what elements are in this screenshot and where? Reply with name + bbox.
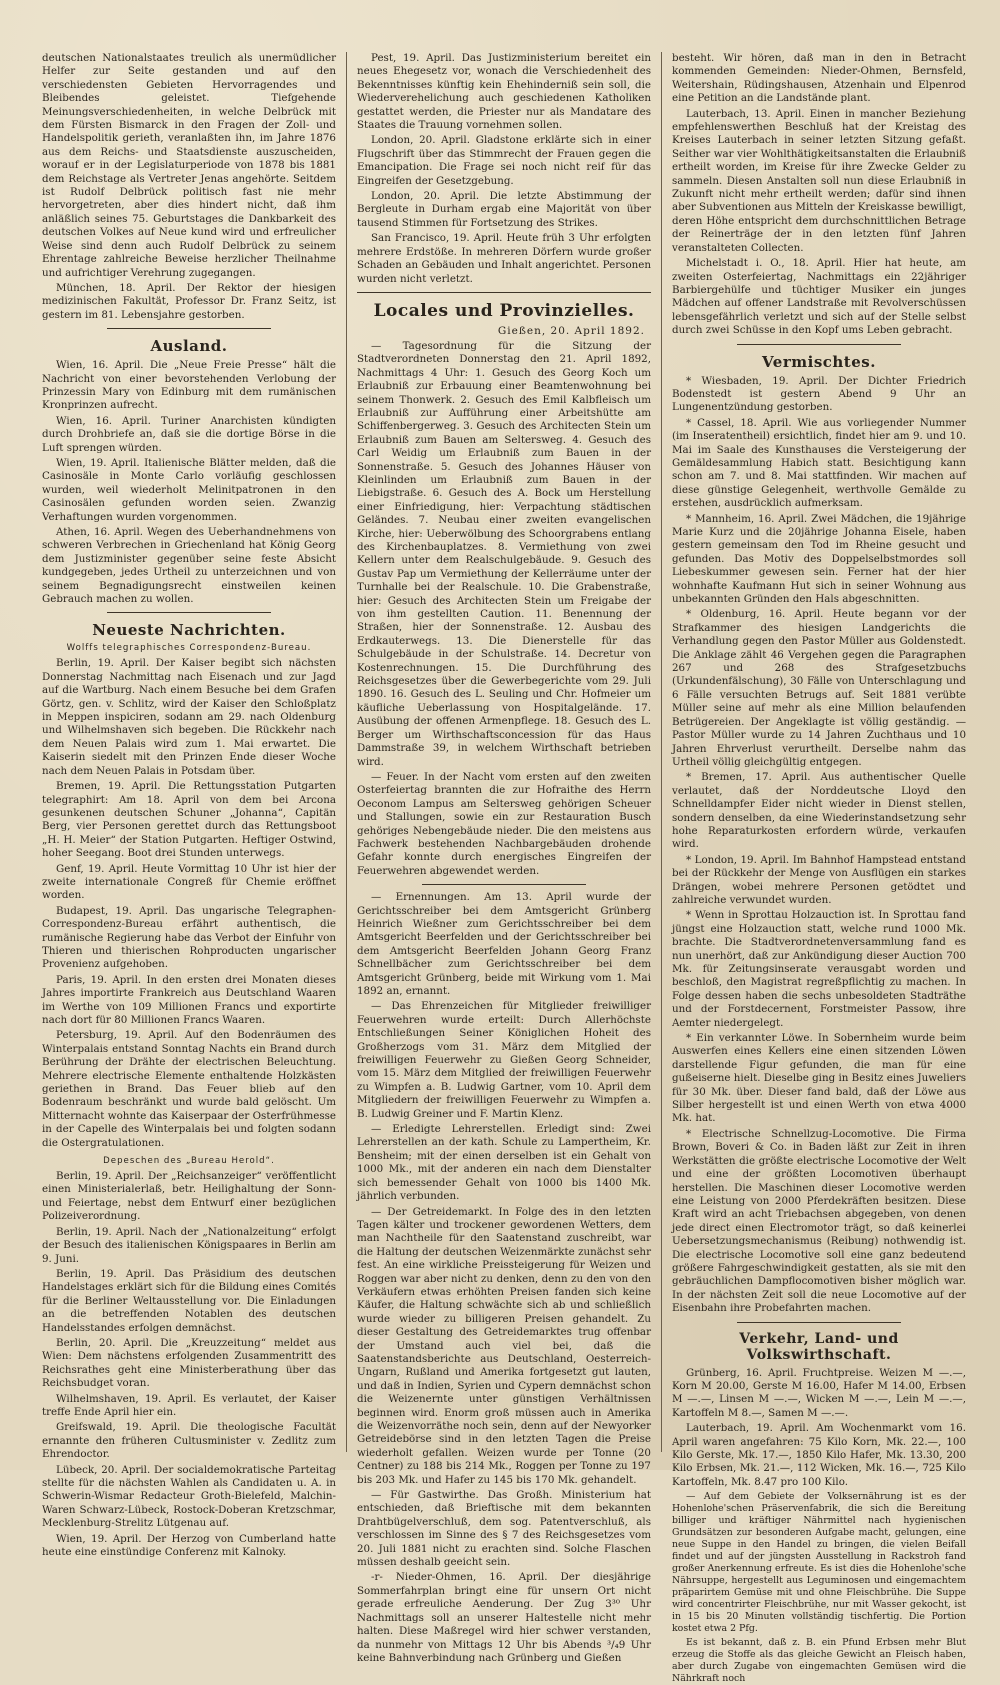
column-3	[661, 52, 976, 1685]
news-item: Wilhelmshaven, 19. April. Es verlautet, der Kaiser treffe Ende April hier ein.	[42, 1392, 336, 1418]
news-item: Berlin, 19. April. Der Kaiser begibt sich nächsten Donnerstag Nachmittag nach Eisenach und zur Jagd auf die Wartburg. Nach einem Besuche bei dem Grafen Görtz, gen. v. Schlitz, wird der Kaiser den Schloßplatz in Meppen inspiciren, sodann am 29. nach Oldenburg und Wilhelmshaven sich begeben. Die Rückkehr nach dem Neuen Palais wird zum 1. Mai erwartet. Die Kaiserin siedelt mit den Prinzen Ende dieser Woche nach dem Neuen Palais in Potsdam über.	[42, 657, 336, 777]
paragraph: deutschen Nationalstaates treulich als unermüdlicher Helfer zur Seite gestanden und auf den verschiedensten Gebieten Hervorragendes und Bleibendes geleistet. Tiefgehende Meinungsverschiedenheiten, in welche Delbrück mit dem Fürsten Bismarck in den Fragen der Zoll- und Handelspolitik gerieth, veranlaßten ihn, im Jahre 1876 aus dem Reichs- und Staatsdienste auszuscheiden, worauf er in der Legislaturperiode von 1878 bis 1881 dem Reichstage als Vertreter Jenas angehörte. Seitdem ist Rudolf Delbrück politisch fast nie mehr hervorgetreten, aber dies hindert nicht, daß ihm anläßlich seines 75. Geburtstages die Dankbarkeit des deutschen Volkes auf Neue kund wird und erfreulicher Weise sind denn auch Rudolf Delbrück zu seinem Ehrentage zahlreiche Beweise herzlicher Theilnahme und aufrichtiger Verehrung zugegangen.	[42, 52, 336, 279]
news-item: Pest, 19. April. Das Justizministerium bereitet ein neues Ehegesetz vor, wonach die Verschiedenheit des Bekenntnisses künftig kein Ehehinderniß sein soll, die Wiederverehelichung auch geschiedenen Katholiken gestattet werden, die Priester nur als Mandatare des Staates die Trauung vornehmen sollen.	[357, 52, 651, 132]
columns	[32, 52, 976, 1685]
section-title-verkehr: Verkehr, Land- und Volkswirthschaft.	[739, 1330, 899, 1363]
news-item: — Tagesordnung für die Sitzung der Stadtverordneten Donnerstag den 21. April 1892, Nachmittags 4 Uhr: 1. Gesuch des Georg Koch um Erlaubniß zur Erbauung einer Beamtenwohnung bei seinem Thonwerk. 2. Gesuch des Emil Kalbfleisch um Erlaubniß zur Aufführung einer Arbeitshütte am Schiffenbergerweg. 3. Gesuch des Architecten Stein um Erlaubniß zum Bauen am Seltersweg. 4. Gesuch des Carl Weidig um Erlaubniß zum Bauen in der Sonnenstraße. 5. Gesuch des Johannes Häuser von Kleinlinden um Erlaubniß zum Bauen in der Liebigstraße. 6. Gesuch des A. Bock um Herstellung einer Einfriedigung, hier: Verpachtung städtischen Geländes. 7. Neubau einer zweiten evangelischen Kirche, hier: Ueberwölbung des Schoorgrabens entlang des Kirchenbauplatzes. 8. Vermiethung von zwei Kellern unter dem Realschulgebäude. 9. Gesuch des Gustav Pap um Vermiethung der Kellerräume unter der Turnhalle bei der Realschule. 10. Die Grabenstraße, hier: Gesuch des Architecten Stein um Freigabe der von ihm gestellten Caution. 11. Benennung der Straßen, hier der Sonnenstraße. 12. Ausbau des Erdkauterwegs. 13. Die Dienerstelle für das Schulgebäude in der Schulstraße. 14. Decretur von Kostenrechnungen. 15. Die Durchführung des Reichsgesetzes über die Gewerbegerichte vom 29. Juli 1890. 16. Gesuch des L. Seuling und Chr. Hofmeier um käufliche Ueberlassung von Hospitalgelände. 17. Ausübung der offenen Armenpflege. 18. Gesuch des L. Berger um Wirthschaftsconcession für das Haus Dammstraße 39, in welchem Wirthschaft betrieben wird.	[357, 339, 651, 768]
news-item: Genf, 19. April. Heute Vormittag 10 Uhr ist hier der zweite internationale Congreß für Chemie eröffnet worden.	[42, 862, 336, 902]
news-item: Wien, 19. April. Der Herzog von Cumberland hatte heute eine einstündige Conferenz mit Kalnoky.	[42, 1532, 336, 1559]
news-item: -r- Nieder-Ohmen, 16. April. Der diesjährige Sommerfahrplan bringt eine für unsern Ort nicht gerade erfreuliche Aenderung. Der Zug 3³⁰ Uhr Nachmittags soll an unserer Haltestelle nicht mehr halten. Diese Maßregel wird hier schwer verstanden, da nunmehr von Mittags 12 Uhr bis Abends ³/₄9 Uhr keine Bahnverbindung nach Grünberg und Gießen	[357, 1571, 651, 1664]
news-item: Lauterbach, 13. April. Einen in mancher Beziehung empfehlenswerthen Beschluß hat der Kreistag des Kreises Lauterbach in seiner letzten Sitzung gefaßt. Seither war vier Wohlthätigkeitsanstalten die Erlaubniß ertheilt worden, im Kreise für ihre Zwecke Gelder zu sammeln. Diesen Anstalten soll nun diese Erlaubniß in Zukunft nicht mehr ertheilt werden; dafür sind ihnen aber Subventionen aus Mitteln der Kreiskasse bewilligt, deren Höhe entspricht dem durchschnittlichen Betrage der Reinerträge der in den letzten fünf Jahren veranstalteten Collecten.	[672, 107, 966, 254]
news-item: Berlin, 19. April. Das Präsidium des deutschen Handelstages erklärt sich für die Bildung eines Comités für die Berliner Weltausstellung vor. Die Einladungen an die betreffenden Notablen des deutschen Handelsstandes erfolgen demnächst.	[42, 1267, 336, 1334]
divider	[737, 1322, 902, 1323]
news-item: Petersburg, 19. April. Auf den Bodenräumen des Winterpalais entstand Sonntag Nachts ein Brand durch Berührung der Drähte der electrischen Beleuchtung. Mehrere electrische Elemente enthaltende Holzkästen geriethen in Brand. Das Feuer blieb auf den Bodenraum beschränkt und wurde bald gelöscht. Um Mitternacht wohnte das Kaiserpaar der Osterfrühmesse in der Capelle des Winterpalais bei und folgten sodann die Ostergratulationen.	[42, 1029, 336, 1149]
news-item: Budapest, 19. April. Das ungarische Telegraphen-Correspondenz-Bureau erfährt authentisch, die rumänische Regierung habe das Verbot der Einfuhr von Thieren und thierischen Rohproducten ungarischer Provenienz aufgehoben.	[42, 904, 336, 971]
news-item: — Ernennungen. Am 13. April wurde der Gerichtsschreiber bei dem Amtsgericht Grünberg Heinrich Wießner zum Gerichtsschreiber bei dem Amtsgericht Beerfelden und der Gerichtsschreiber bei dem Amtsgericht Beerfelden Johann Georg Franz Schnellbächer zum Gerichtsschreiber bei dem Amtsgericht Grünberg, beide mit Wirkung vom 1. Mai 1892 an, ernannt.	[357, 891, 651, 997]
news-item: * Wiesbaden, 19. April. Der Dichter Friedrich Bodenstedt ist gestern Abend 9 Uhr an Lungenentzündung gestorben.	[672, 374, 966, 414]
paragraph: München, 18. April. Der Rektor der hiesigen medizinischen Fakultät, Professor Dr. Franz Seitz, ist gestern im 81. Lebensjahre gestorben.	[42, 281, 336, 321]
divider	[357, 292, 651, 293]
news-item: Lauterbach, 19. April. Am Wochenmarkt vom 16. April waren angefahren: 75 Kilo Korn, Mk. 22.—, 100 Kilo Gerste, Mk. 17.—, 1850 Kilo Hafer, Mk. 13.30, 200 Kilo Erbsen, Mk. 21.—, 112 Wicken, Mk. 16.—, 725 Kilo Kartoffeln, Mk. 8.47 pro 100 Kilo.	[672, 1422, 966, 1488]
news-item: — Das Ehrenzeichen für Mitglieder freiwilliger Feuerwehren wurde erteilt: Durch Allerhöchste Entschließungen Seiner Königlichen Hoheit des Großherzogs vom 31. März dem Mitglied der freiwilligen Feuerwehr zu Gießen Georg Schneider, vom 15. März dem Mitglied der freiwilligen Feuerwehr zu Wimpfen a. B. Ludwig Gartner, vom 10. April dem Mitgliedern der freiwilligen Feuerwehr zu Wimpfen a. B. Ludwig Greiner und F. Martin Klenz.	[357, 1000, 651, 1120]
column-2	[346, 52, 661, 1664]
divider	[737, 344, 902, 345]
news-item: — Erledigte Lehrerstellen. Erledigt sind: Zwei Lehrerstellen an der kath. Schule zu Lampertheim, Kr. Bensheim; mit der einen derselben ist ein Gehalt von 1000 Mk., mit der anderen ein nach dem Dienstalter sich bemessender Gehalt von 1000 bis 1400 Mk. jährlich verbunden.	[357, 1123, 651, 1203]
news-item: Athen, 16. April. Wegen des Ueberhandnehmens von schweren Verbrechen in Griechenland hat König Georg dem Justizminister gegenüber seine feste Absicht kundgegeben, jedes Urtheil zu unterzeichnen und von seinem Begnadigungsrecht einstweilen keinen Gebrauch machen zu wollen.	[42, 526, 336, 606]
dateline: Gießen, 20. April 1892.	[497, 324, 645, 337]
news-item: — Auf dem Gebiete der Volksernährung ist es der Hohenlohe'schen Präservenfabrik, die sich die Bereitung billiger und kräftiger Nährmittel nach hygienischen Grundsätzen zur besonderen Aufgabe macht, gelungen, eine neue Suppe in den Handel zu bringen, die vielen Beifall findet und auf der jüngsten Ausstellung in Rackstroh fand großer Anerkennung erfreute. Es ist dies die Hohenlohe'sche Nährsuppe, hergestellt aus Leguminosen und eingemachtem präparirtem Gemüse mit und ohne Fleischbrühe. Die Suppe wird concentrirter Fleischbrühe, nur mit Wasser gekocht, ist in 15 bis 20 Minuten vollständig tischfertig. Die Portion kostet etwa 2 Pfg.	[672, 1491, 966, 1635]
news-item: * Ein verkannter Löwe. In Sobernheim wurde beim Auswerfen eines Kellers eine einen sitzenden Löwen darstellende Figur gefunden, die man für eine gußeiserne hielt. Dieselbe ging in Besitz eines Juweliers für 30 Mk. über. Dieser fand bald, daß der Löwe aus Silber hergestellt ist und einen Werth von etwa 4000 Mk. hat.	[672, 1032, 966, 1125]
news-item: Bremen, 19. April. Die Rettungsstation Putgarten telegraphirt: Am 18. April von dem bei Arcona gesunkenen deutschen Schuner „Johanna“, Capitän Berg, vier Personen gerettet durch das Rettungsboot „H. H. Meier“ der Station Putgarten. Heftiger Ostwind, hoher Seegang. Boot drei Stunden unterwegs.	[42, 780, 336, 860]
news-item: * Mannheim, 16. April. Zwei Mädchen, die 19jährige Marie Kurz und die 20jährige Johanna Eisele, haben gestern gemeinsam den Tod im Rheine gesucht und gefunden. Das Motiv des Doppelselbstmordes soll Liebeskummer gewesen sein. Ferner hat der hier wohnhafte Kaufmann Hut sich in seiner Wohnung aus unbekannten Gründen den Hals abgeschnitten.	[672, 512, 966, 606]
news-item: Wien, 19. April. Italienische Blätter melden, daß die Casinosäle in Monte Carlo vorläufig geschlossen wurden, weil wiederholt Melinitpatronen in den Casinosälen gefunden worden seien. Zwanzig Verhaftungen wurden vorgenommen.	[42, 456, 336, 523]
section-title-vermischtes: Vermischtes.	[762, 352, 876, 371]
news-item: — Feuer. In der Nacht vom ersten auf den zweiten Osterfeiertag brannten die zur Hofraithe des Herrn Oeconom Lampus am Seltersweg gehörigen Scheuer und Stallungen, sowie ein zur Restauration Busch gehöriges Nebengebäude nieder. Die den meistens aus Fachwerk bestehenden Nachbargebäuden drohende Gefahr konnte durch energisches Eingreifen der Feuerwehren abgewendet werden.	[357, 770, 651, 877]
news-item: * London, 19. April. Im Bahnhof Hampstead entstand bei der Rückkehr der Menge von Ausflügen ein starkes Drängen, wobei mehrere Personen getödtet und zahlreiche verwundet wurden.	[672, 853, 966, 906]
divider	[107, 612, 272, 613]
section-subtitle: Depeschen des „Bureau Herold“.	[103, 1156, 275, 1167]
news-item: * Cassel, 18. April. Wie aus vorliegender Nummer (im Inseratentheil) ersichtlich, findet hier am 9. und 10. Mai im Saale des Kunsthauses die Versteigerung der Gemäldesammlung Habich statt. Besichtigung kann schon am 7. und 8. Mai stattfinden. Wir machen auf diese günstige Gelegenheit, werthvolle Gemälde zu erstehen, ausdrücklich aufmerksam.	[672, 416, 966, 510]
section-title-ausland: Ausland.	[150, 337, 228, 356]
paragraph: besteht. Wir hören, daß man in den in Betracht kommenden Gemeinden: Nieder-Ohmen, Bernsfeld, Weitershain, Rüdingshausen, Atzenhain und Elpenrod eine Petition an die Landstände plant.	[672, 52, 966, 105]
news-item: London, 20. April. Gladstone erklärte sich in einer Flugschrift über das Stimmrecht der Frauen gegen die Emancipation. Die Frage sei noch nicht reif für das Eingreifen der Gesetzgebung.	[357, 134, 651, 187]
divider	[422, 884, 587, 885]
news-item: Grünberg, 16. April. Fruchtpreise. Weizen M —.—, Korn M 20.00, Gerste M 16.00, Hafer M 14.00, Erbsen M —.—, Linsen M —.—, Wicken M —.—, Lein M —.—, Kartoffeln M 8.—, Samen M —.—.	[672, 1366, 966, 1419]
news-item: Paris, 19. April. In den ersten drei Monaten dieses Jahres importirte Frankreich aus Deutschland Waaren im Werthe von 109 Millionen Francs und exportirte nach dort für 80 Millionen Francs Waaren.	[42, 973, 336, 1026]
news-item: — Der Getreidemarkt. In Folge des in den letzten Tagen kälter und trockener gewordenen Wetters, dem man Nachtheile für den Saatenstand zuschreibt, war die Haltung der deutschen Weizenmärkte zunächst sehr fest. An eine wirkliche Preissteigerung für Weizen und Roggen war aber nicht zu denken, denn zu den von den Verkäufern etwas erhöhten Preisen fanden sich keine Käufer, die Haltung schwächte sich ab und schließlich wurde wieder zu billigeren Preisen gehandelt. Zu dieser Gestaltung des Getreidemarktes trug offenbar der Umstand auch viel bei, daß die Saatenstandsberichte aus Deutschland, Oesterreich-Ungarn, Rußland und Amerika fortgesetzt gut lauten, und daß in Indien, Syrien und Cypern demnächst schon die Weizenernte unter günstigen Verhältnissen beginnen wird. Enorm groß müssen auch in Amerika die Weizenvorräthe noch sein, denn auf der Newyorker Getreidebörse sind in den letzten Tagen die Preise wiederholt gefallen. Weizen wurde per Tonne (20 Centner) zu 188 bis 214 Mk., Roggen per Tonne zu 197 bis 203 Mk. und Hafer zu 145 bis 170 Mk. gehandelt.	[357, 1205, 651, 1486]
news-item: Berlin, 20. April. Die „Kreuzzeitung“ meldet aus Wien: Dem nächstens erfolgenden Zusammentritt des Reichsrathes geht eine Ministerberathung über das Reichsbudget voran.	[42, 1336, 336, 1390]
news-item: * Oldenburg, 16. April. Heute begann vor der Strafkammer des hiesigen Landgerichts die Verhandlung gegen den Pastor Müller aus Goldenstedt. Die Anklage zählt 46 Vergehen gegen die Paragraphen 267 und 268 des Strafgesetzbuchs (Urkundenfälschung), 30 Fälle von Unterschlagung und 6 Fälle versuchten Betrugs auf. Seit 1881 verübte Müller seine auf mehr als eine Million belaufenden Betrügereien. Der Angeklagte ist völlig geständig. — Pastor Müller wurde zu 14 Jahren Zuchthaus und 10 Jahren Ehrverlust verurtheilt. Derselbe nahm das Urtheil völlig gleichgültig entgegen.	[672, 608, 966, 768]
section-subtitle: Wolffs telegraphisches Correspondenz-Bureau.	[66, 643, 312, 654]
news-item: San Francisco, 19. April. Heute früh 3 Uhr erfolgten mehrere Erdstöße. In mehreren Dörfern wurde großer Schaden an Gebäuden und Inhalt angerichtet. Personen wurden nicht verletzt.	[357, 232, 651, 285]
news-item: Es ist bekannt, daß z. B. ein Pfund Erbsen mehr Blut erzeug die Stoffe als das gleiche Gewicht an Fleisch haben, aber durch Zugabe von eingemachten Gemüsen wird die Nährkraft noch	[672, 1637, 966, 1685]
news-item: Michelstadt i. O., 18. April. Hier hat heute, am zweiten Osterfeiertag, Nachmittags ein 22jähriger Barbiergehülfe und tüchtiger Musiker ein junges Mädchen auf offener Landstraße mit Revolverschüssen lebensgefährlich verletzt und sich auf der Stelle selbst durch zwei Schüsse in den Kopf ums Leben gebracht.	[672, 257, 966, 337]
news-item: Berlin, 19. April. Der „Reichsanzeiger“ veröffentlicht einen Ministerialerlaß, betr. Heilighaltung der Sonn- und Feiertage, nebst dem Entwurf einer bezüglichen Polizeiverordnung.	[42, 1170, 336, 1223]
section-title-locales: Locales und Provinzielles.	[373, 300, 635, 321]
news-item: Greifswald, 19. April. Die theologische Facultät ernannte den früheren Cultusminister v. Zedlitz zum Ehrendoctor.	[42, 1421, 336, 1461]
divider	[107, 328, 272, 329]
news-item: London, 20. April. Die letzte Abstimmung der Bergleute in Durham ergab eine Majorität von über tausend Stimmen für Fortsetzung des Strikes.	[357, 190, 651, 229]
news-item: Wien, 16. April. Turiner Anarchisten kündigten durch Drohbriefe an, daß sie die dortige Börse in die Luft sprengen würden.	[42, 414, 336, 454]
section-title-neueste: Neueste Nachrichten.	[92, 621, 286, 640]
news-item: Wien, 16. April. Die „Neue Freie Presse“ hält die Nachricht von einer bevorstehenden Verlobung der Prinzessin Mary von Edinburg mit dem rumänischen Kronprinzen aufrecht.	[42, 359, 336, 412]
column-1	[32, 52, 346, 1559]
news-item: * Bremen, 17. April. Aus authentischer Quelle verlautet, daß der Norddeutsche Lloyd den Schnelldampfer Eider nicht wieder in Dienst stellen, sondern denselben, da eine Wiederinstandsetzung sehr hohe Reparaturkosten erfordern würde, verkaufen wird.	[672, 771, 966, 851]
news-item: * Wenn in Sprottau Holzauction ist. In Sprottau fand jüngst eine Holzauction statt, welche rund 1000 Mk. brachte. Die Stadtverordnetenversammlung fand es nun unerhört, daß zur Ankündigung dieser Auction 700 Mk. für Zeitungsinserate verausgabt worden und beschloß, den Magistrat regreßpflichtig zu machen. In Folge dessen haben die sechs unbesoldeten Stadträthe und der Forstdecernent, Forstmeister Passow, ihre Aemter niedergelegt.	[672, 909, 966, 1029]
news-item: Lübeck, 20. April. Der socialdemokratische Parteitag stellte für die nächsten Wahlen als Candidaten u. A. in Schwerin-Wismar Redacteur Groth-Bielefeld, Malchin-Waren Schwarz-Lübeck, Rostock-Doberan Kretzschmar, Mecklenburg-Strelitz Lütgenau auf.	[42, 1463, 336, 1530]
news-item: Berlin, 19. April. Nach der „Nationalzeitung“ erfolgt der Besuch des italienischen Königspaares in Berlin am 9. Juni.	[42, 1225, 336, 1265]
news-item: * Electrische Schnellzug-Locomotive. Die Firma Brown, Boveri & Co. in Baden läßt zur Zeit in ihren Werkstätten die größte electrische Locomotive der Welt und eine der größten Locomotiven überhaupt herstellen. Die Maschinen dieser Locomotive werden eine Leistung von 2000 Pferdekräften besitzen. Diese Kraft wird an acht Triebachsen abgegeben, von denen jede direct einen Electromotor trägt, so daß keinerlei Uebersetzungsmechanismus (Reibung) nothwendig ist. Die electrische Locomotive soll eine ganz bedeutend größere Fahrgeschwindigkeit gestatten, als sie mit den gebräuchlichen Dampflocomotiven bisher möglich war. In der nächsten Zeit soll die neue Locomotive auf der Eisenbahn ihre Probefahrten machen.	[672, 1127, 966, 1315]
news-item: — Für Gastwirthe. Das Großh. Ministerium hat entschieden, daß Brieftische mit dem bekannten Drahtbügelverschluß, dem sog. Patentverschluß, als verschlossen im Sinne des § 7 des Reichsgesetzes vom 20. Juli 1881 nicht zu erachten sind. Solche Flaschen müssen deshalb geeicht sein.	[357, 1489, 651, 1569]
